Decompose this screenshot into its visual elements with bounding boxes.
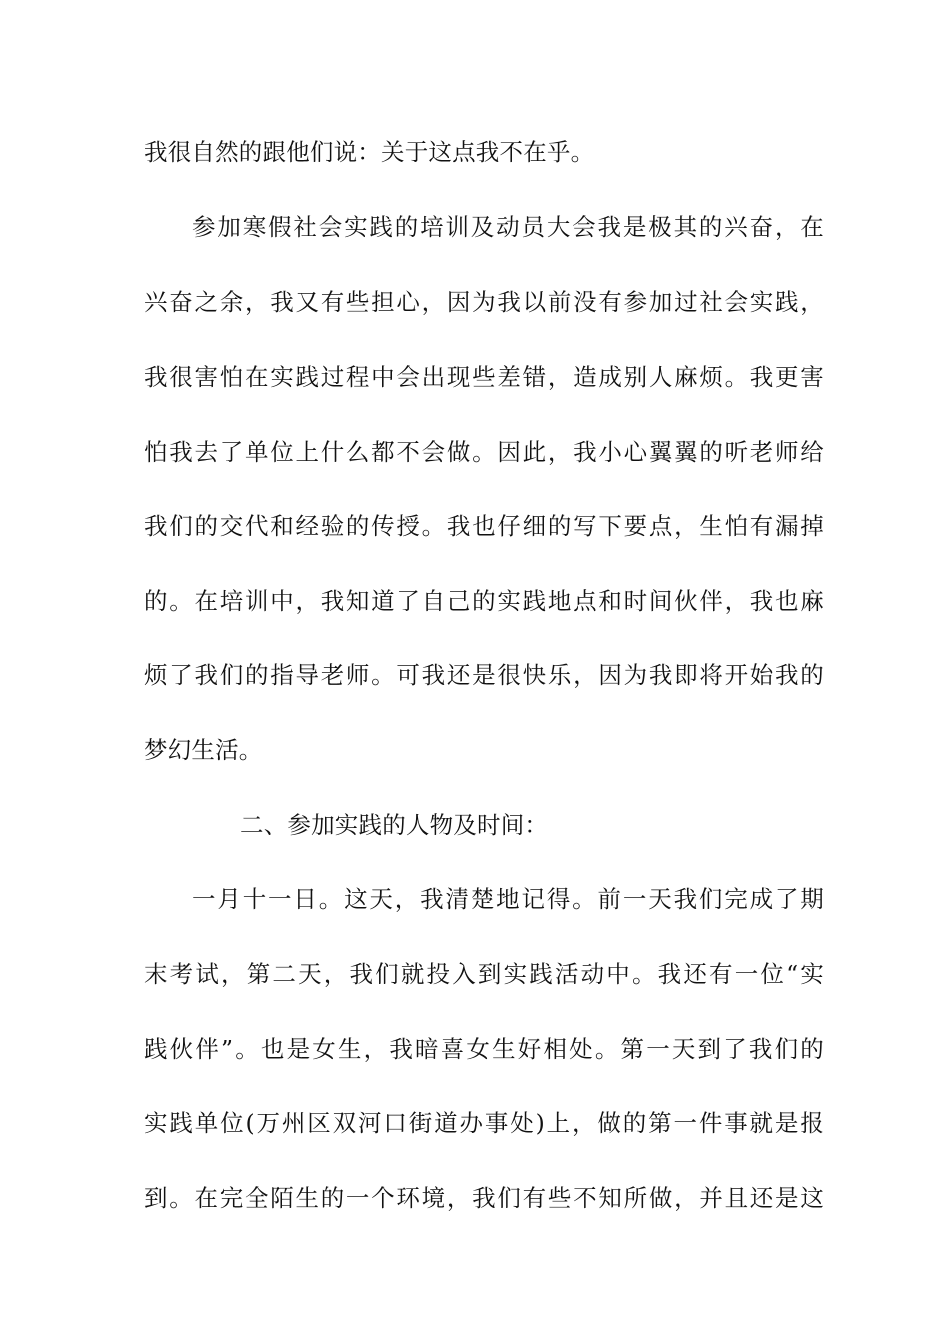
paragraph-first-line: 参加寒假社会实践的培训及动员大会我是极其的兴奋，在	[192, 213, 824, 241]
text-line: 我们的交代和经验的传授。我也仔细的写下要点，生怕有漏掉	[144, 512, 824, 540]
text-line: 到。在完全陌生的一个环境，我们有些不知所做，并且还是这	[144, 1184, 824, 1212]
text-line: 怕我去了单位上什么都不会做。因此，我小心翼翼的听老师给	[144, 438, 824, 466]
text-line: 烦了我们的指导老师。可我还是很快乐，因为我即将开始我的	[144, 661, 824, 689]
text-line: 我很自然的跟他们说：关于这点我不在乎。	[144, 138, 595, 166]
text-line: 兴奋之余，我又有些担心，因为我以前没有参加过社会实践，	[144, 288, 824, 316]
text-line: 实践单位(万州区双河口街道办事处)上，做的第一件事就是报	[144, 1109, 824, 1137]
text-line: 末考试，第二天，我们就投入到实践活动中。我还有一位“实	[144, 960, 824, 988]
paragraph-first-line: 一月十一日。这天，我清楚地记得。前一天我们完成了期	[192, 885, 824, 913]
text-line: 的。在培训中，我知道了自己的实践地点和时间伙伴，我也麻	[144, 587, 824, 615]
text-line: 梦幻生活。	[144, 736, 263, 764]
text-line: 我很害怕在实践过程中会出现些差错，造成别人麻烦。我更害	[144, 363, 824, 391]
text-line: 践伙伴”。也是女生，我暗喜女生好相处。第一天到了我们的	[144, 1035, 824, 1063]
section-heading: 二、参加实践的人物及时间：	[240, 811, 549, 839]
